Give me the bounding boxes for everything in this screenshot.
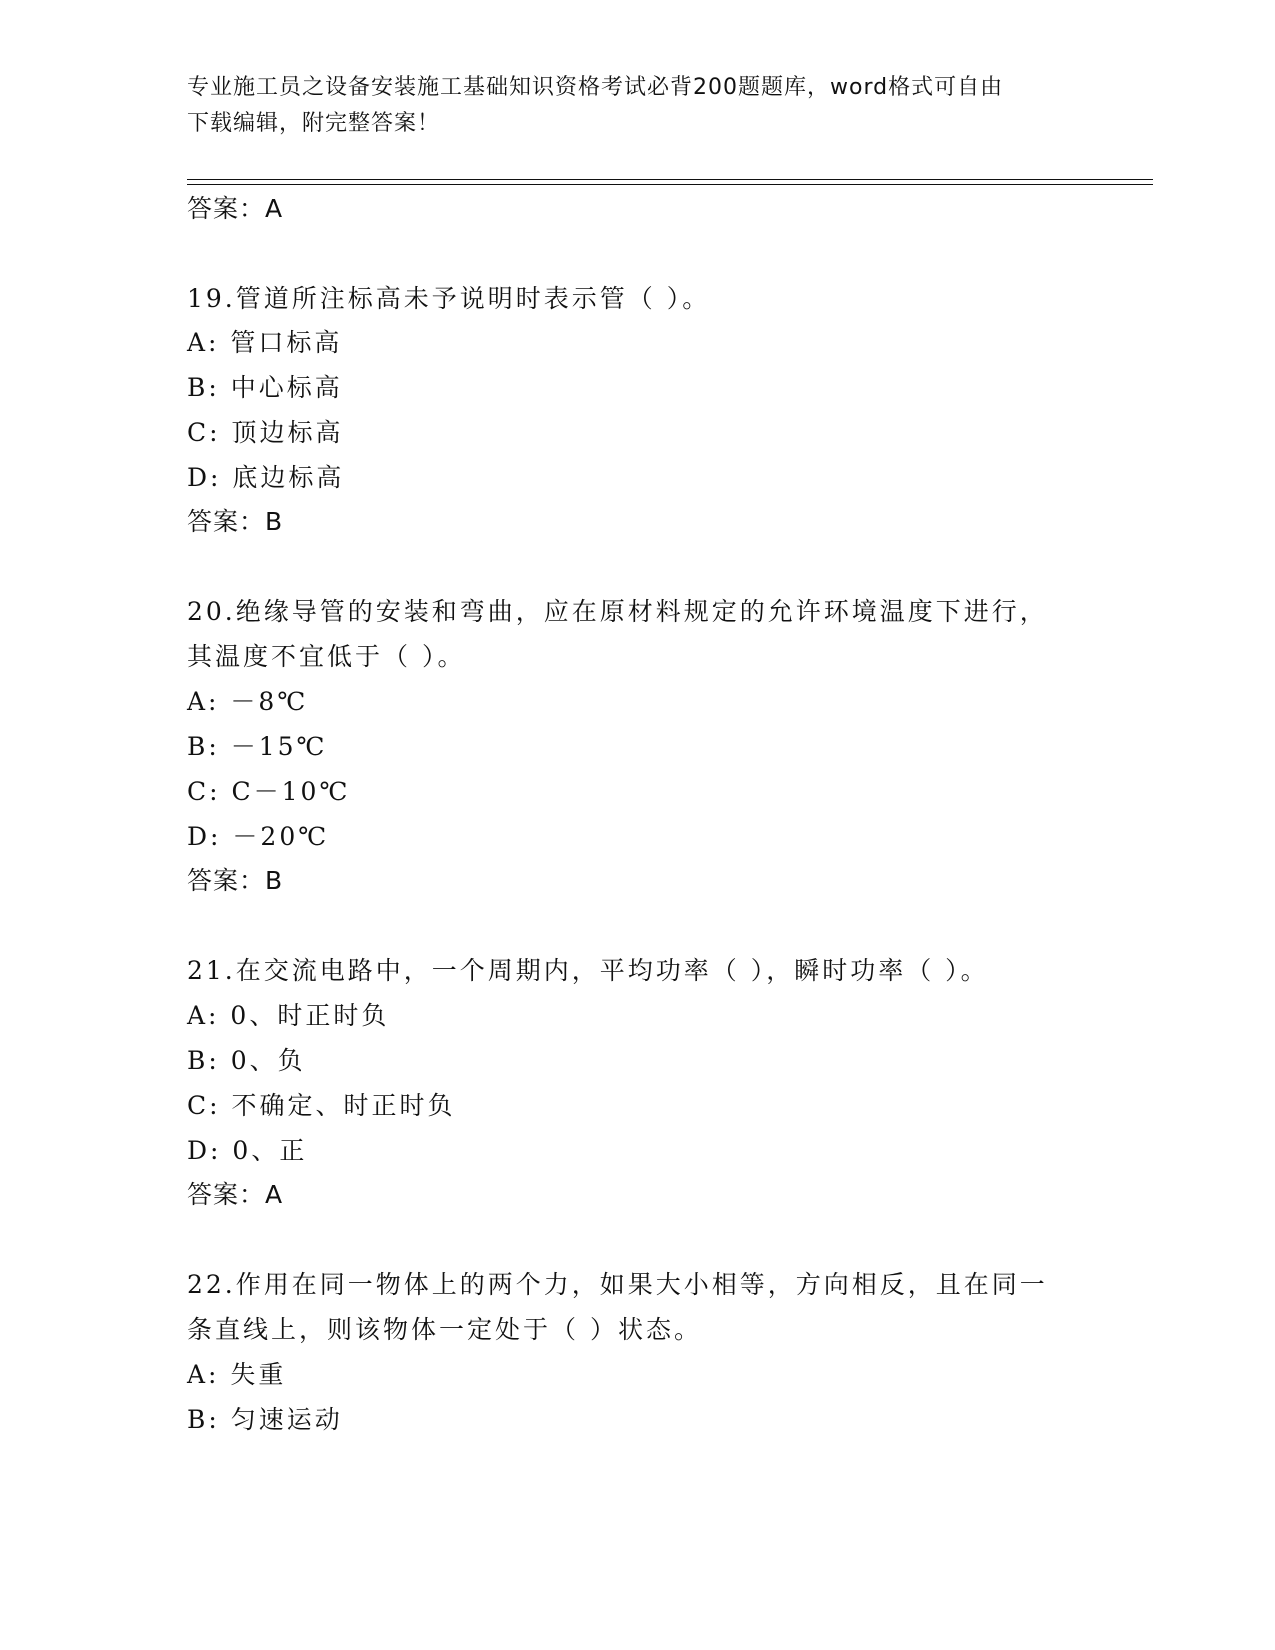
question-20-option-c: C: C－10℃ bbox=[187, 777, 351, 806]
question-21-option-c: C: 不确定、时正时负 bbox=[187, 1091, 456, 1120]
page-header: 专业施工员之设备安装施工基础知识资格考试必背200题题库，word格式可自由 下载编辑，附完整答案！ bbox=[187, 75, 1004, 136]
question-19-option-c: C: 顶边标高 bbox=[187, 418, 344, 447]
question-22-option-a: A: 失重 bbox=[187, 1360, 287, 1389]
question-19-option-a: A: 管口标高 bbox=[187, 328, 343, 357]
question-21-option-a: A: 0、时正时负 bbox=[187, 1001, 390, 1030]
question-20-stem-line1: 20.绝缘导管的安装和弯曲，应在原材料规定的允许环境温度下进行， bbox=[187, 597, 1048, 626]
header-rule-bottom bbox=[187, 184, 1153, 185]
question-19-stem: 19.管道所注标高未予说明时表示管（ ）。 bbox=[187, 284, 711, 313]
question-19-answer: 答案：B bbox=[187, 507, 284, 536]
question-20-stem-line2: 其温度不宜低于（ ）。 bbox=[187, 642, 466, 671]
question-20-option-d: D: －20℃ bbox=[187, 822, 330, 851]
question-21-stem: 21.在交流电路中，一个周期内，平均功率（ ），瞬时功率（ ）。 bbox=[187, 956, 989, 985]
question-22-stem-line1: 22.作用在同一物体上的两个力，如果大小相等，方向相反，且在同一 bbox=[187, 1270, 1048, 1299]
question-21-option-d: D: 0、正 bbox=[187, 1136, 308, 1165]
question-19-option-d: D: 底边标高 bbox=[187, 463, 345, 492]
question-20-answer: 答案：B bbox=[187, 866, 284, 895]
question-21-answer: 答案：A bbox=[187, 1180, 284, 1209]
header-rule-top bbox=[187, 179, 1153, 180]
question-20-option-b: B: －15℃ bbox=[187, 732, 328, 761]
question-21-option-b: B: 0、负 bbox=[187, 1046, 306, 1075]
question-20-option-a: A: －8℃ bbox=[187, 687, 309, 716]
question-22-stem-line2: 条直线上，则该物体一定处于（ ）状态。 bbox=[187, 1315, 702, 1344]
answer-18: 答案：A bbox=[187, 194, 284, 223]
question-22-option-b: B: 匀速运动 bbox=[187, 1405, 343, 1434]
question-19-option-b: B: 中心标高 bbox=[187, 373, 343, 402]
